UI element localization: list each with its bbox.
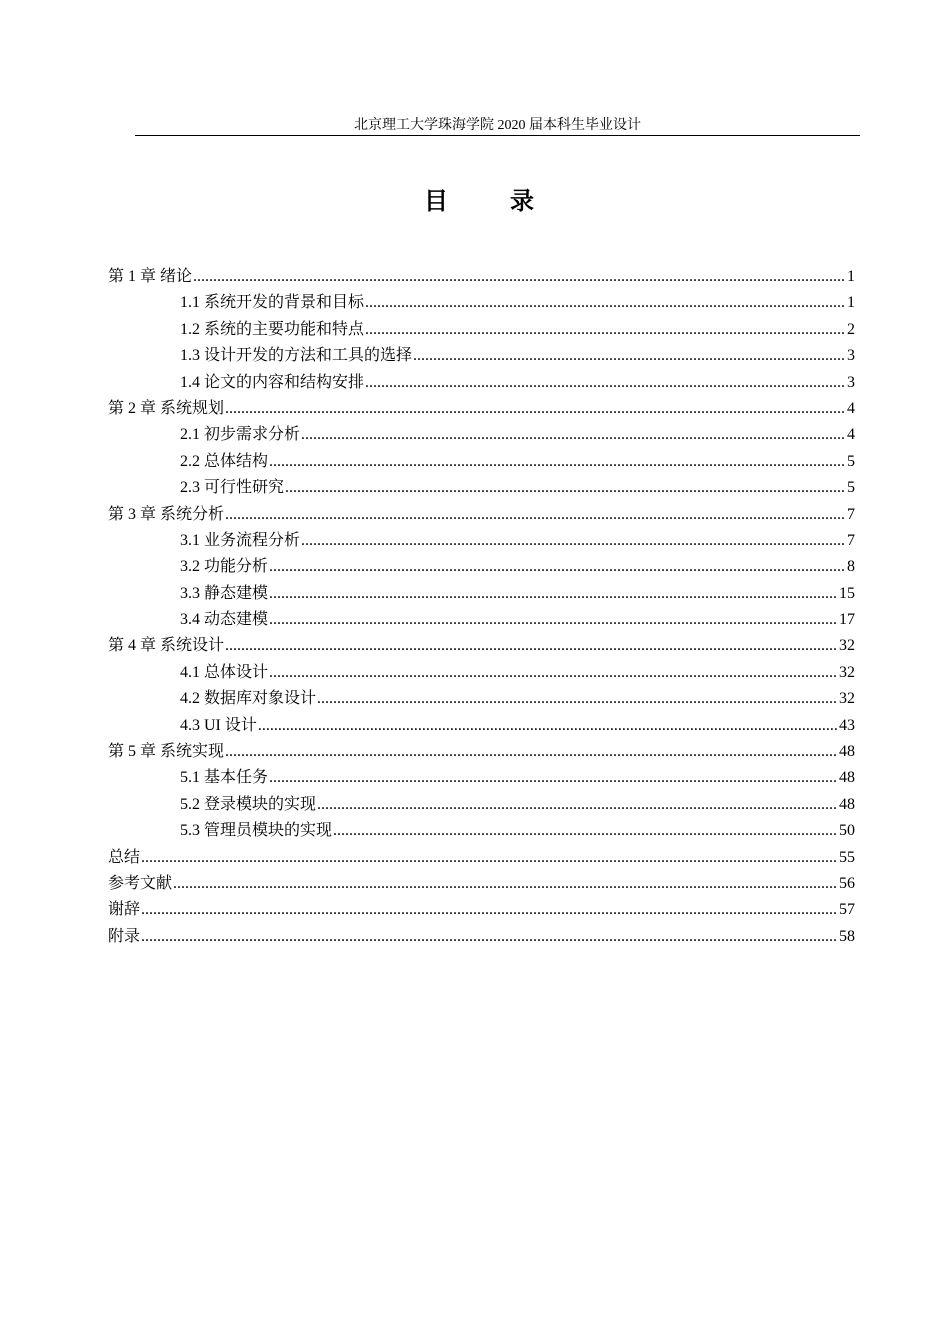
toc-entry-label: 附录 — [108, 927, 141, 945]
toc-section-entry[interactable] — [108, 765, 855, 791]
toc-leader-dots — [225, 739, 838, 765]
toc-entry-label: 4.1 总体设计 — [180, 663, 269, 681]
toc-page-number: 32 — [839, 637, 855, 655]
toc-entry-label: 2.3 可行性研究 — [180, 479, 285, 497]
toc-page-number: 3 — [847, 373, 855, 391]
toc-section-entry[interactable] — [108, 554, 855, 580]
toc-section-entry[interactable] — [108, 317, 855, 343]
toc-leader-dots — [141, 845, 838, 871]
toc-entry-label: 2.2 总体结构 — [180, 452, 269, 470]
toc-page-number: 4 — [847, 399, 855, 417]
toc-entry-label: 总结 — [108, 848, 141, 866]
table-of-contents — [108, 264, 855, 950]
toc-page-number: 7 — [847, 505, 855, 523]
toc-entry-label: 5.3 管理员模块的实现 — [180, 822, 333, 840]
toc-leader-dots — [365, 317, 846, 343]
toc-leader-dots — [193, 264, 846, 290]
toc-title: 目 录 — [424, 189, 562, 215]
toc-page-number: 1 — [847, 294, 855, 312]
toc-leader-dots — [365, 290, 846, 316]
toc-entry-label: 1.1 系统开发的背景和目标 — [180, 294, 365, 312]
toc-page-number: 43 — [839, 716, 855, 734]
toc-entry-label: 3.3 静态建模 — [180, 584, 269, 602]
toc-leader-dots — [269, 660, 838, 686]
toc-leader-dots — [365, 370, 846, 396]
toc-section-entry[interactable] — [108, 713, 855, 739]
toc-page-number: 3 — [847, 347, 855, 365]
toc-chapter-entry[interactable] — [108, 845, 855, 871]
toc-page-number: 7 — [847, 531, 855, 549]
toc-entry-label: 第 5 章 系统实现 — [108, 743, 225, 761]
toc-page-number: 5 — [847, 452, 855, 470]
toc-page-number: 15 — [839, 584, 855, 602]
toc-leader-dots — [269, 765, 838, 791]
toc-leader-dots — [141, 924, 838, 950]
toc-page-number: 48 — [839, 743, 855, 761]
toc-leader-dots — [301, 528, 846, 554]
toc-section-entry[interactable] — [108, 343, 855, 369]
toc-entry-label: 参考文献 — [108, 874, 173, 892]
toc-page-number: 4 — [847, 426, 855, 444]
toc-page-number: 55 — [839, 848, 855, 866]
toc-section-entry[interactable] — [108, 422, 855, 448]
toc-page-number: 58 — [839, 927, 855, 945]
toc-entry-label: 第 2 章 系统规划 — [108, 399, 225, 417]
toc-entry-label: 4.2 数据库对象设计 — [180, 690, 317, 708]
toc-page-number: 8 — [847, 558, 855, 576]
toc-leader-dots — [173, 871, 838, 897]
toc-section-entry[interactable] — [108, 607, 855, 633]
toc-entry-label: 5.2 登录模块的实现 — [180, 795, 317, 813]
toc-leader-dots — [317, 792, 838, 818]
toc-chapter-entry[interactable] — [108, 871, 855, 897]
toc-chapter-entry[interactable] — [108, 924, 855, 950]
toc-entry-label: 3.2 功能分析 — [180, 558, 269, 576]
toc-section-entry[interactable] — [108, 449, 855, 475]
toc-page-number: 50 — [839, 822, 855, 840]
toc-leader-dots — [225, 502, 846, 528]
toc-leader-dots — [317, 686, 838, 712]
toc-chapter-entry[interactable] — [108, 502, 855, 528]
toc-leader-dots — [225, 633, 838, 659]
toc-page-number: 5 — [847, 479, 855, 497]
toc-leader-dots — [413, 343, 846, 369]
page-header: 北京理工大学珠海学院 2020 届本科生毕业设计 — [354, 118, 641, 133]
toc-section-entry[interactable] — [108, 475, 855, 501]
toc-leader-dots — [258, 713, 838, 739]
toc-entry-label: 1.4 论文的内容和结构安排 — [180, 373, 365, 391]
toc-entry-label: 第 1 章 绪论 — [108, 268, 193, 285]
toc-page-number: 1 — [847, 268, 855, 285]
toc-leader-dots — [269, 554, 846, 580]
toc-leader-dots — [141, 897, 838, 923]
toc-leader-dots — [269, 449, 846, 475]
toc-page-number: 32 — [839, 663, 855, 681]
toc-entry-label: 1.3 设计开发的方法和工具的选择 — [180, 347, 413, 365]
toc-page-number: 32 — [839, 690, 855, 708]
toc-page-number: 2 — [847, 320, 855, 338]
toc-leader-dots — [285, 475, 846, 501]
toc-entry-label: 3.4 动态建模 — [180, 611, 269, 629]
toc-section-entry[interactable] — [108, 660, 855, 686]
toc-entry-label: 3.1 业务流程分析 — [180, 531, 301, 549]
toc-leader-dots — [225, 396, 846, 422]
toc-section-entry[interactable] — [108, 528, 855, 554]
toc-section-entry[interactable] — [108, 818, 855, 844]
toc-section-entry[interactable] — [108, 370, 855, 396]
toc-entry-label: 4.3 UI 设计 — [180, 716, 257, 734]
toc-chapter-entry[interactable] — [108, 264, 855, 290]
toc-leader-dots — [301, 422, 846, 448]
toc-entry-label: 1.2 系统的主要功能和特点 — [180, 320, 365, 338]
toc-chapter-entry[interactable] — [108, 739, 855, 765]
toc-page-number: 57 — [839, 901, 855, 919]
toc-page-number: 17 — [839, 611, 855, 629]
header-rule — [135, 135, 860, 136]
toc-page-number: 48 — [839, 795, 855, 813]
toc-section-entry[interactable] — [108, 581, 855, 607]
toc-page-number: 48 — [839, 769, 855, 787]
toc-leader-dots — [333, 818, 838, 844]
toc-section-entry[interactable] — [108, 290, 855, 316]
toc-chapter-entry[interactable] — [108, 396, 855, 422]
toc-leader-dots — [269, 581, 838, 607]
toc-entry-label: 2.1 初步需求分析 — [180, 426, 301, 444]
toc-entry-label: 第 4 章 系统设计 — [108, 637, 225, 655]
toc-page-number: 56 — [839, 874, 855, 892]
toc-entry-label: 谢辞 — [108, 901, 141, 919]
toc-entry-label: 5.1 基本任务 — [180, 769, 269, 787]
toc-leader-dots — [269, 607, 838, 633]
toc-section-entry[interactable] — [108, 686, 855, 712]
toc-entry-label: 第 3 章 系统分析 — [108, 505, 225, 523]
toc-chapter-entry[interactable] — [108, 633, 855, 659]
toc-chapter-entry[interactable] — [108, 897, 855, 923]
toc-section-entry[interactable] — [108, 792, 855, 818]
